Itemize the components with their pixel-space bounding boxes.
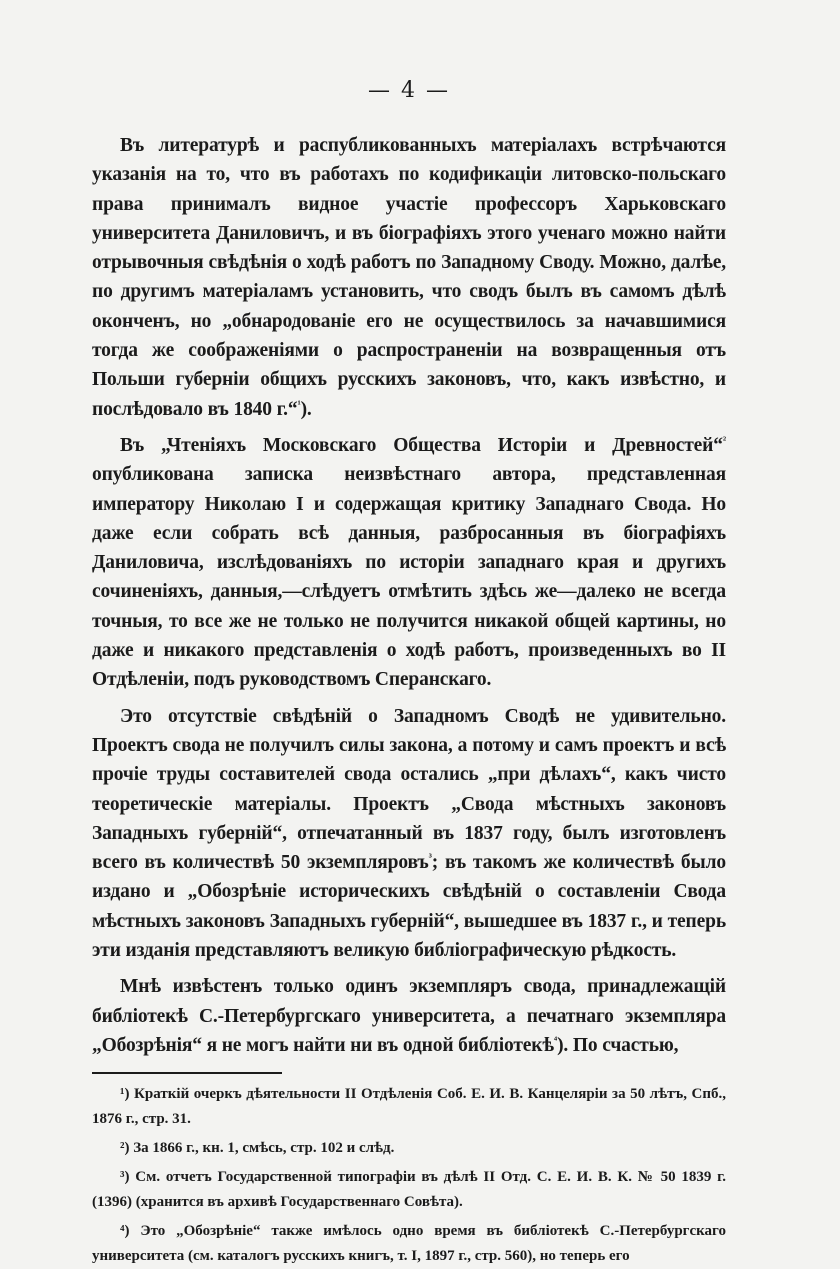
footnote-ref-3[interactable]: ³ [428,851,432,864]
footnote-4: ⁴) Это „Обозрѣніе“ также имѣлось одно время въ библіотекѣ С.-Петербургскаго университета (см. каталогъ русскихъ книгъ, т. I, 1897 г., стр. 560), но теперь его [92,1223,726,1265]
footnote-divider [92,1072,282,1074]
footnote-2: ²) За 1866 г., кн. 1, смѣсь, стр. 102 и слѣд. [120,1140,395,1157]
paragraph-3: Это отсутствіе свѣдѣній о Западномъ Сводѣ не удивительно. Проектъ свода не получилъ силы закона, а потому и самъ проектъ и всѣ прочіе труды составителей свода остались „при дѣлахъ“, какъ чисто теоретическіе матеріалы. Проектъ „Свода мѣстныхъ законовъ Западныхъ губерній“, отпечатанный въ 1837 году, былъ изготовленъ всего въ количествѣ 50 экземпляровъ$^{^3}$; въ такомъ же количествѣ было издано и „Обозрѣніе историческихъ свѣдѣній о составленіи Свода мѣстныхъ законовъ Западныхъ губерній“, вышедшее въ 1837 г., и теперь эти изданія представляютъ великую библіографическую рѣдкость. [92,705,726,962]
footnote-mark: ²) [120,1140,130,1157]
footnote-3: ³) См. отчетъ Государственной типографіи въ дѣлѣ II Отд. С. Е. И. В. К. № 50 1839 г. (1396) (хранится въ архивѣ Государственнаго Совѣта). [92,1169,726,1211]
footnote-mark: ³) [120,1169,130,1186]
footnote-ref-2[interactable]: ² [722,434,726,447]
footnote-1: ¹) Краткій очеркъ дѣятельности II Отдѣленія Соб. Е. И. В. Канцеляріи за 50 лѣтъ, Спб., 1876 г., стр. 31. [92,1086,726,1128]
paragraph-4: Мнѣ извѣстенъ только одинъ экземпляръ свода, принадлежащій библіотекѣ С.-Петербургскаго университета, а печатнаго экземпляра „Обозрѣнія“ я не могъ найти ни въ одной библіотекѣ$^{^4}$). По счастью, [92,976,726,1056]
page-number: — 4 — [368,78,450,103]
paragraph-2: Въ „Чтеніяхъ Московскаго Общества Исторіи и Древностей“$^{^2}$ опубликована записка неизвѣстнаго автора, представленная императору Николаю I и содержащая критику Западнаго Свода. Но даже если собрать всѣ данныя, разбросанныя въ біографіяхъ Даниловича, изслѣдованіяхъ по исторіи западнаго края и другихъ сочиненіяхъ, данныя,—слѣдуетъ отмѣтить здѣсь же—далеко не всегда точныя, то все же не только не получится никакой общей картины, но даже и никакого представленія о ходѣ работъ, произведенныхъ во II Отдѣленіи, подъ руководствомъ Сперанскаго. [92,434,726,691]
footnote-ref-1[interactable]: ¹ [297,398,301,411]
footnote-mark: ¹) [120,1086,130,1103]
footnote-mark: ⁴) [120,1223,130,1240]
footnote-ref-4[interactable]: ⁴ [553,1034,558,1047]
paragraph-1: Въ литературѣ и распубликованныхъ матеріалахъ встрѣчаются указанія на то, что въ работахъ по кодификаціи литовско-польскаго права принималъ видное участіе профессоръ Харьковскаго университета Даниловичъ, и въ біографіяхъ этого ученаго можно найти отрывочныя свѣдѣнія о ходѣ работъ по Западному Своду. Можно, далѣе, по другимъ матеріаламъ установить, что сводъ былъ въ самомъ дѣлѣ оконченъ, но „обнародованіе его не осуществилось за начавшимися тогда же соображеніями о распространеніи на возвращенныя отъ Польши губерніи общихъ русскихъ законовъ, что, какъ извѣстно, и послѣдовало въ 1840 г.“$^{^1}$). [92,135,726,420]
